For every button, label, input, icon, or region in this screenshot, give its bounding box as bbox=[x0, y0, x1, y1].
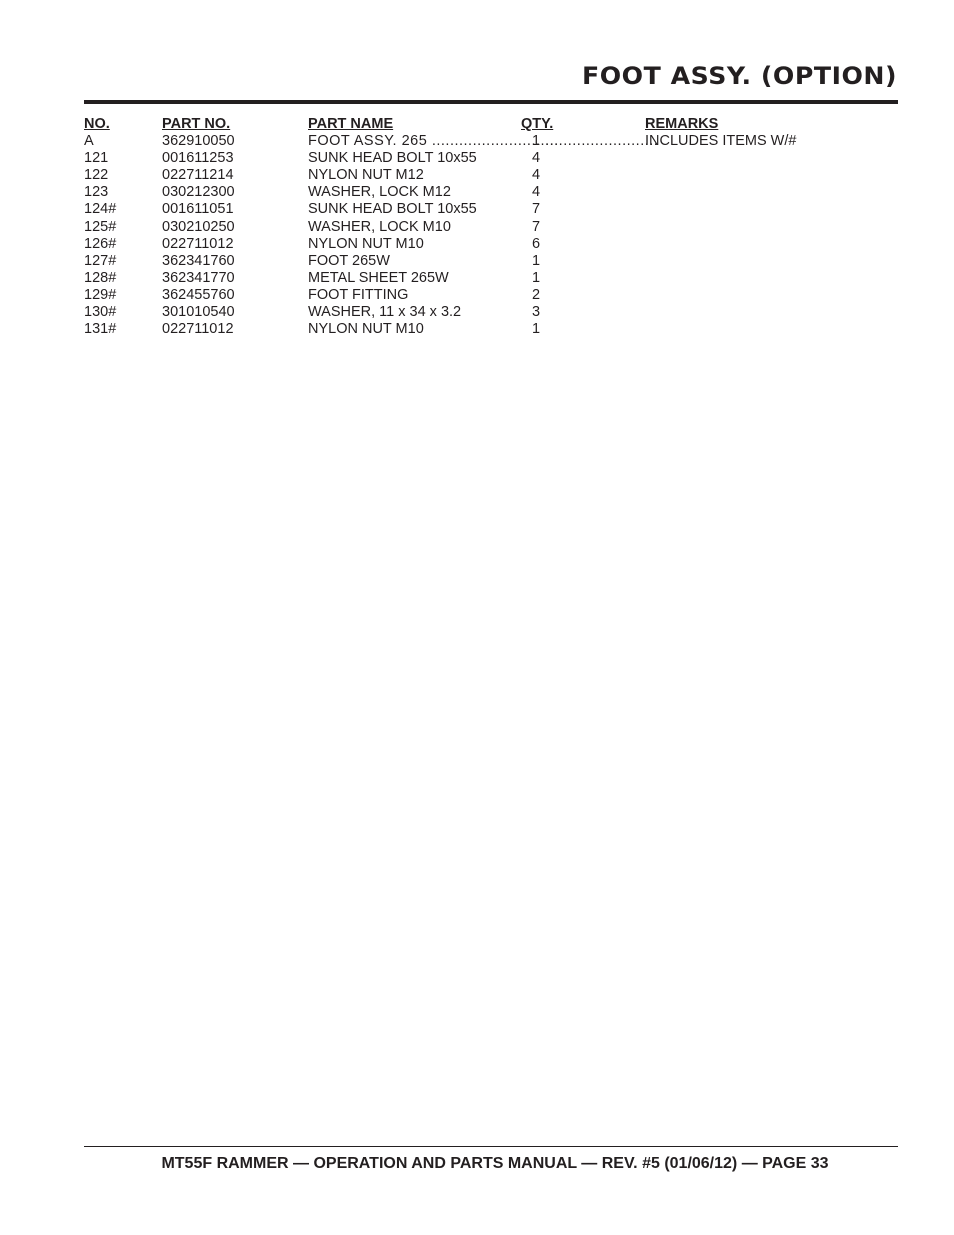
row-no: 122 bbox=[84, 167, 109, 184]
row-remarks: INCLUDES ITEMS W/# bbox=[645, 133, 797, 150]
row-part-name: FOOT FITTING bbox=[308, 286, 409, 303]
row-part-name: SUNK HEAD BOLT 10x55 bbox=[308, 201, 477, 218]
row-part-no: 362910050 bbox=[162, 133, 235, 150]
row-part-name: NYLON NUT M10 bbox=[308, 235, 424, 252]
row-part-name: WASHER, LOCK M12 bbox=[308, 184, 451, 201]
row-no: 123 bbox=[84, 184, 109, 201]
row-qty: 4 bbox=[532, 184, 541, 201]
row-qty: 1 bbox=[532, 252, 541, 269]
row-part-no: 022711012 bbox=[162, 321, 234, 338]
page-footer: MT55F RAMMER — OPERATION AND PARTS MANUAL — REV. #5 (01/06/12) — PAGE 33 bbox=[161, 1155, 829, 1172]
row-part-name: WASHER, 11 x 34 x 3.2 bbox=[308, 304, 462, 321]
row-qty: 1 bbox=[532, 269, 541, 286]
header-remarks: REMARKS bbox=[645, 116, 719, 132]
row-qty: 2 bbox=[532, 286, 541, 303]
row-qty: 6 bbox=[532, 235, 541, 252]
row-part-no: 001611253 bbox=[162, 150, 234, 167]
row-no: A bbox=[84, 133, 94, 150]
row-part-name: NYLON NUT M12 bbox=[308, 167, 424, 184]
row-qty: 1 ......................... bbox=[532, 133, 659, 150]
row-part-name: SUNK HEAD BOLT 10x55 bbox=[308, 150, 477, 167]
row-part-no: 022711012 bbox=[162, 235, 234, 252]
row-part-no: 362341770 bbox=[162, 269, 235, 286]
row-part-name: WASHER, LOCK M10 bbox=[308, 218, 451, 235]
header-part-no: PART NO. bbox=[162, 116, 231, 132]
row-part-no: 362455760 bbox=[162, 286, 235, 303]
row-no: 128# bbox=[84, 269, 117, 286]
row-qty: 7 bbox=[532, 201, 541, 218]
row-no: 129# bbox=[84, 286, 117, 303]
row-no: 127# bbox=[84, 252, 117, 269]
row-part-name: METAL SHEET 265W bbox=[308, 269, 449, 286]
row-no: 131# bbox=[84, 321, 117, 338]
row-part-name: FOOT ASSY. 265 ............................ bbox=[308, 133, 559, 150]
header-qty: QTY. bbox=[521, 116, 554, 132]
header-part-name: PART NAME bbox=[308, 116, 394, 132]
row-no: 126# bbox=[84, 235, 117, 252]
row-qty: 3 bbox=[532, 304, 541, 321]
row-part-no: 030210250 bbox=[162, 218, 235, 235]
row-part-no: 030212300 bbox=[162, 184, 235, 201]
footer-rule bbox=[84, 1146, 898, 1147]
row-no: 124# bbox=[84, 201, 117, 218]
row-part-name: FOOT 265W bbox=[308, 252, 390, 269]
row-qty: 4 bbox=[532, 167, 541, 184]
row-no: 121 bbox=[84, 150, 109, 167]
row-part-no: 022711214 bbox=[162, 167, 234, 184]
row-no: 125# bbox=[84, 218, 117, 235]
row-no: 130# bbox=[84, 304, 117, 321]
row-qty: 7 bbox=[532, 218, 541, 235]
page-title: FOOT ASSY. (OPTION) bbox=[581, 62, 897, 90]
row-part-name: NYLON NUT M10 bbox=[308, 321, 424, 338]
row-part-no: 301010540 bbox=[162, 304, 235, 321]
row-qty: 4 bbox=[532, 150, 541, 167]
row-qty: 1 bbox=[532, 321, 541, 338]
header-rule bbox=[84, 100, 898, 104]
row-part-no: 362341760 bbox=[162, 252, 235, 269]
row-part-no: 001611051 bbox=[162, 201, 234, 218]
header-no: NO. bbox=[84, 116, 110, 132]
